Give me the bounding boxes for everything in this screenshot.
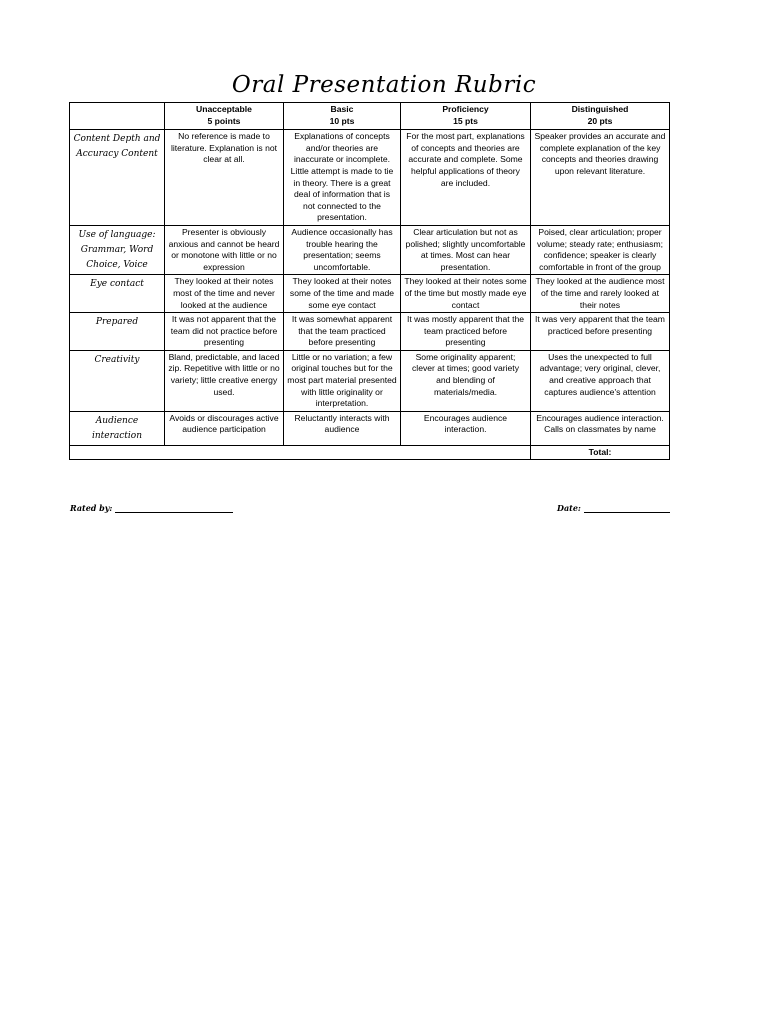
rubric-cell: They looked at their notes most of the time and never looked at the audience: [165, 275, 284, 313]
rated-by-line[interactable]: [115, 503, 233, 513]
rated-by-field[interactable]: [70, 503, 233, 513]
criterion-cell: Creativity: [70, 350, 165, 411]
total-label: Total:: [588, 446, 612, 457]
level-name: Distinguished: [571, 104, 629, 114]
rubric-cell: Uses the unexpected to full advantage; very original, clever, and creative approach that captures audience's attention: [531, 350, 670, 411]
table-row: [70, 313, 670, 351]
criterion-cell: Eye contact: [70, 275, 165, 313]
rubric-cell: Little or no variation; a few original touches but for the most part material presented with little originality or interpretation.: [284, 350, 401, 411]
rubric-cell: They looked at their notes some of the time and made some eye contact: [284, 275, 401, 313]
level-score: 10 pts: [329, 115, 355, 126]
total-cell: [531, 445, 670, 460]
rubric-cell: It was somewhat apparent that the team practiced before presenting: [284, 313, 401, 351]
table-row: [70, 225, 670, 274]
rubric-cell: Bland, predictable, and laced zip. Repetitive with little or no variety; little creative energy used.: [165, 350, 284, 411]
header-row: [70, 103, 670, 130]
level-header: [531, 103, 670, 130]
level-score: 20 pts: [587, 115, 613, 126]
level-header: [401, 103, 531, 130]
table-row: [70, 411, 670, 445]
date-line[interactable]: [584, 503, 670, 513]
rubric-cell: Avoids or discourages active audience participation: [165, 411, 284, 445]
page-title: Oral Presentation Rubric: [231, 72, 537, 98]
date-field[interactable]: [557, 503, 670, 513]
level-score: 15 pts: [453, 115, 478, 126]
rubric-cell: It was mostly apparent that the team practiced before presenting: [401, 313, 531, 351]
rubric-cell: Reluctantly interacts with audience: [284, 411, 401, 445]
criterion-cell: Prepared: [70, 313, 165, 351]
rubric-cell: It was not apparent that the team did not practice before presenting: [165, 313, 284, 351]
level-name: Unacceptable: [196, 104, 252, 114]
rubric-cell: Explanations of concepts and/or theories are inaccurate or incomplete. Little attempt is made to tie in theory. There is a great deal of information that is not connected to the presentation.: [284, 130, 401, 226]
rubric-cell: They looked at their notes some of the time but mostly made eye contact: [401, 275, 531, 313]
table-row: [70, 130, 670, 226]
total-row: [70, 445, 670, 460]
rubric-table: [69, 102, 670, 460]
criterion-cell: Audience interaction: [70, 411, 165, 445]
rubric-cell: They looked at the audience most of the time and rarely looked at their notes: [531, 275, 670, 313]
rubric-cell: Poised, clear articulation; proper volume; steady rate; enthusiasm; confidence; speaker is clearly comfortable in front of the group: [531, 225, 670, 274]
level-score: 5 points: [207, 115, 241, 126]
rubric-cell: Encourages audience interaction. Calls on classmates by name: [531, 411, 670, 445]
rubric-cell: Presenter is obviously anxious and cannot be heard or monotone with little or no expression: [165, 225, 284, 274]
total-spacer-cell: [70, 445, 531, 460]
rubric-cell: Clear articulation but not as polished; slightly uncomfortable at times. Most can hear presentation.: [401, 225, 531, 274]
level-header: [284, 103, 401, 130]
level-header: [165, 103, 284, 130]
rubric-cell: Encourages audience interaction.: [401, 411, 531, 445]
table-row: [70, 350, 670, 411]
rubric-cell: For the most part, explanations of concepts and theories are accurate and complete. Some helpful applications of theory are included.: [401, 130, 531, 226]
criterion-cell: Use of language: Grammar, Word Choice, Voice: [70, 225, 165, 274]
criterion-header-cell: [70, 103, 165, 130]
rubric-cell: No reference is made to literature. Explanation is not clear at all.: [165, 130, 284, 226]
level-name: Basic: [330, 104, 354, 114]
criterion-cell: Content Depth and Accuracy Content: [70, 130, 165, 226]
rubric-cell: Audience occasionally has trouble hearing the presentation; seems uncomfortable.: [284, 225, 401, 274]
date-label: Date:: [557, 503, 581, 513]
level-name: Proficiency: [442, 104, 489, 114]
rated-by-label: Rated by:: [70, 503, 113, 513]
table-row: [70, 275, 670, 313]
rubric-cell: It was very apparent that the team practiced before presenting: [531, 313, 670, 351]
rubric-cell: Some originality apparent; clever at times; good variety and blending of materials/media.: [401, 350, 531, 411]
rubric-cell: Speaker provides an accurate and complete explanation of the key concepts and theories drawing upon relevant literature.: [531, 130, 670, 226]
